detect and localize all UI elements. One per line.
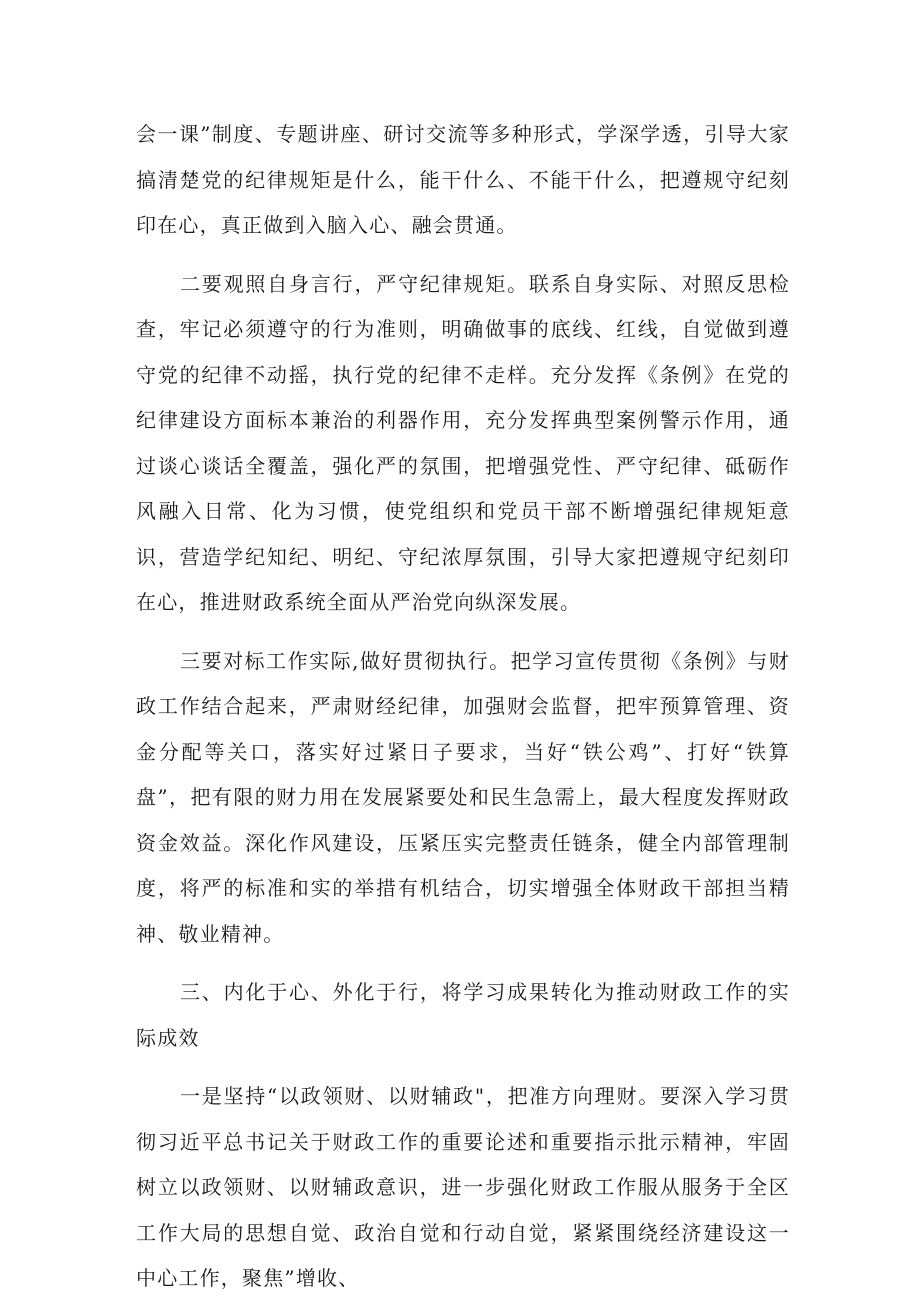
document-body [136,112,790,1302]
paragraph-finance-governance: 一是坚持“以政领财、以财辅政"，把准方向理财。要深入学习贯彻习近平总书记关于财政工作的重要论述和重要指示批示精神，牢固树立以政领财、以财辅政意识，进一步强化财政工作服从服务于全区工作大局的思想自觉、政治自觉和行动自觉，紧紧围绕经济建设这一中心工作，聚焦”增收、 [136,1084,790,1290]
paragraph-continuation: 会一课”制度、专题讲座、研讨交流等多种形式，学深学透，引导大家搞清楚党的纪律规矩是什么，能干什么、不能干什么，把遵规守纪刻印在心，真正做到入脑入心、融会贯通。 [136,122,790,237]
paragraph-work-practice: 三要对标工作实际,做好贯彻执行。把学习宣传贯彻《条例》与财政工作结合起来，严肃财经纪律，加强财会监督，把牢预算管理、资金分配等关口，落实好过紧日子要求，当好“铁公鸡”、打好“铁算盘”，把有限的财力用在发展紧要处和民生急需上，最大程度发挥财政资金效益。深化作风建设，压紧压实完整责任链条，健全内部管理制度，将严的标准和实的举措有机结合，切实增强全体财政干部担当精神、敬业精神。 [136,648,790,946]
paragraph-observe-conduct: 二要观照自身言行，严守纪律规矩。联系自身实际、对照反思检查，牢记必须遵守的行为准则，明确做事的底线、红线，自觉做到遵守党的纪律不动摇，执行党的纪律不走样。充分发挥《条例》在党的纪律建设方面标本兼治的利器作用，充分发挥典型案例警示作用，通过谈心谈话全覆盖，强化严的氛围，把增强党性、严守纪律、砥砺作风融入日常、化为习惯，使党组织和党员干部不断增强纪律规矩意识，营造学纪知纪、明纪、守纪浓厚氛围，引导大家把遵规守纪刻印在心，推进财政系统全面从严治党向纵深发展。 [136,271,790,614]
section-heading-three: 三、内化于心、外化于行，将学习成果转化为推动财政工作的实际成效 [136,980,790,1050]
